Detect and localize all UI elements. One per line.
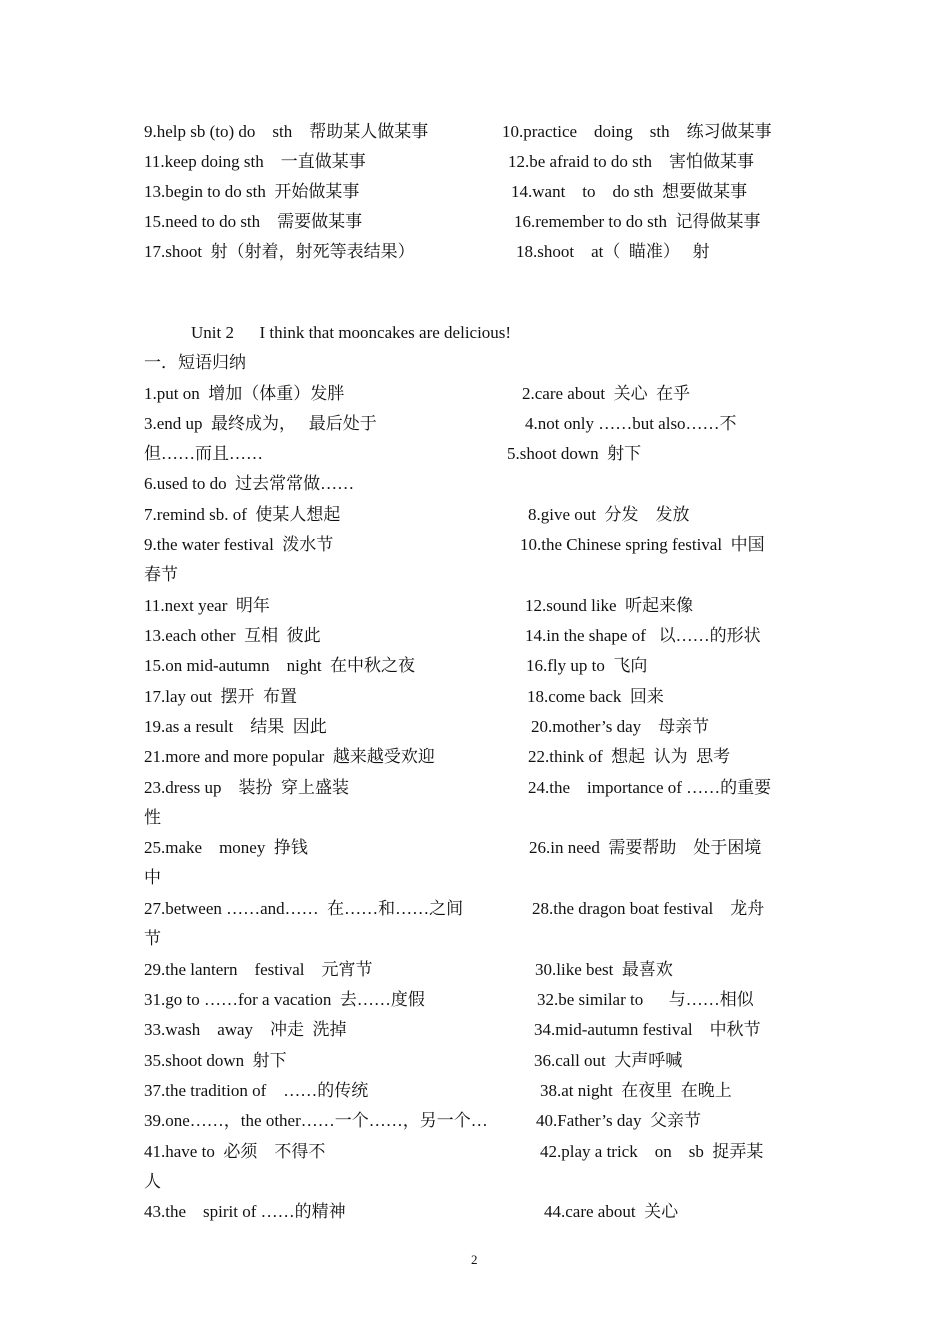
phrase-item: 31.go to ……for a vacation 去……度假 — [144, 990, 425, 1009]
phrase-item: 35.shoot down 射下 — [144, 1051, 287, 1070]
phrase-item: 26.in need 需要帮助 处于困境 — [529, 838, 762, 857]
phrase-item: 15.need to do sth 需要做某事 — [144, 212, 363, 231]
phrase-item: 33.wash away 冲走 洗掉 — [144, 1020, 347, 1039]
phrase-item: 14.want to do sth 想要做某事 — [511, 182, 748, 201]
phrase-item: 6.used to do 过去常常做…… — [144, 474, 355, 493]
phrase-item: 17.lay out 摆开 布置 — [144, 687, 297, 706]
phrase-item: 22.think of 想起 认为 思考 — [528, 747, 731, 766]
phrase-item: 9.the water festival 泼水节 — [144, 535, 334, 554]
phrase-item: 38.at night 在夜里 在晚上 — [540, 1081, 732, 1100]
phrase-item: 人 — [144, 1172, 161, 1191]
phrase-item: 20.mother’s day 母亲节 — [531, 717, 710, 736]
phrase-item: 41.have to 必须 不得不 — [144, 1142, 326, 1161]
phrase-item: 11.keep doing sth 一直做某事 — [144, 152, 366, 171]
phrase-item: 37.the tradition of ……的传统 — [144, 1081, 369, 1100]
phrase-item: 40.Father’s day 父亲节 — [536, 1111, 701, 1130]
phrase-item: 17.shoot 射（射着，射死等表结果） — [144, 242, 415, 261]
phrase-item: 32.be similar to 与……相似 — [537, 990, 754, 1009]
phrase-item: 15.on mid-autumn night 在中秋之夜 — [144, 656, 416, 675]
phrase-item: 5.shoot down 射下 — [507, 444, 642, 463]
phrase-item: 14.in the shape of 以……的形状 — [525, 626, 761, 645]
phrase-item: 43.the spirit of ……的精神 — [144, 1202, 346, 1221]
phrase-item: 18.shoot at（ 瞄准） 射 — [516, 242, 710, 261]
phrase-item: 34.mid-autumn festival 中秋节 — [534, 1020, 761, 1039]
phrase-item: 23.dress up 装扮 穿上盛装 — [144, 778, 349, 797]
phrase-item: 11.next year 明年 — [144, 596, 270, 615]
phrase-item: 25.make money 挣钱 — [144, 838, 308, 857]
unit-title: Unit 2 I think that mooncakes are delicious! — [191, 323, 512, 342]
phrase-item: 9.help sb (to) do sth 帮助某人做某事 — [144, 122, 429, 141]
phrase-item: 27.between ……and…… 在……和……之间 — [144, 899, 464, 918]
phrase-item: 12.sound like 听起来像 — [525, 596, 694, 615]
phrase-item: 24.the importance of ……的重要 — [528, 778, 772, 797]
phrase-item: 性 — [144, 808, 161, 827]
phrase-item: 春节 — [144, 565, 178, 584]
phrase-item: 中 — [144, 868, 161, 887]
phrase-item: 13.each other 互相 彼此 — [144, 626, 321, 645]
section-heading: 一．短语归纳 — [144, 353, 246, 372]
phrase-item: 16.fly up to 飞向 — [526, 656, 648, 675]
phrase-item: 44.care about 关心 — [544, 1202, 679, 1221]
phrase-item: 29.the lantern festival 元宵节 — [144, 960, 373, 979]
phrase-item: 7.remind sb. of 使某人想起 — [144, 505, 341, 524]
phrase-item: 21.more and more popular 越来越受欢迎 — [144, 747, 435, 766]
phrase-item: 2.care about 关心 在乎 — [522, 384, 691, 403]
phrase-item: 19.as a result 结果 因此 — [144, 717, 327, 736]
phrase-item: 4.not only ……but also……不 — [525, 414, 737, 433]
phrase-item: 10.practice doing sth 练习做某事 — [502, 122, 772, 141]
phrase-item: 8.give out 分发 发放 — [528, 505, 690, 524]
phrase-item: 30.like best 最喜欢 — [535, 960, 673, 979]
phrase-item: 39.one……，the other……一个……，另一个… — [144, 1111, 488, 1130]
phrase-item: 但……而且…… — [144, 444, 263, 463]
phrase-item: 36.call out 大声呼喊 — [534, 1051, 683, 1070]
phrase-item: 10.the Chinese spring festival 中国 — [520, 535, 765, 554]
phrase-item: 3.end up 最终成为， 最后处于 — [144, 414, 377, 433]
phrase-item: 18.come back 回来 — [527, 687, 664, 706]
phrase-item: 13.begin to do sth 开始做某事 — [144, 182, 360, 201]
phrase-item: 节 — [144, 929, 161, 948]
phrase-item: 42.play a trick on sb 捉弄某 — [540, 1142, 764, 1161]
phrase-item: 12.be afraid to do sth 害怕做某事 — [508, 152, 754, 171]
phrase-item: 28.the dragon boat festival 龙舟 — [532, 899, 765, 918]
phrase-item: 16.remember to do sth 记得做某事 — [514, 212, 761, 231]
page-number: 2 — [471, 1252, 478, 1267]
phrase-item: 1.put on 增加（体重）发胖 — [144, 384, 345, 403]
